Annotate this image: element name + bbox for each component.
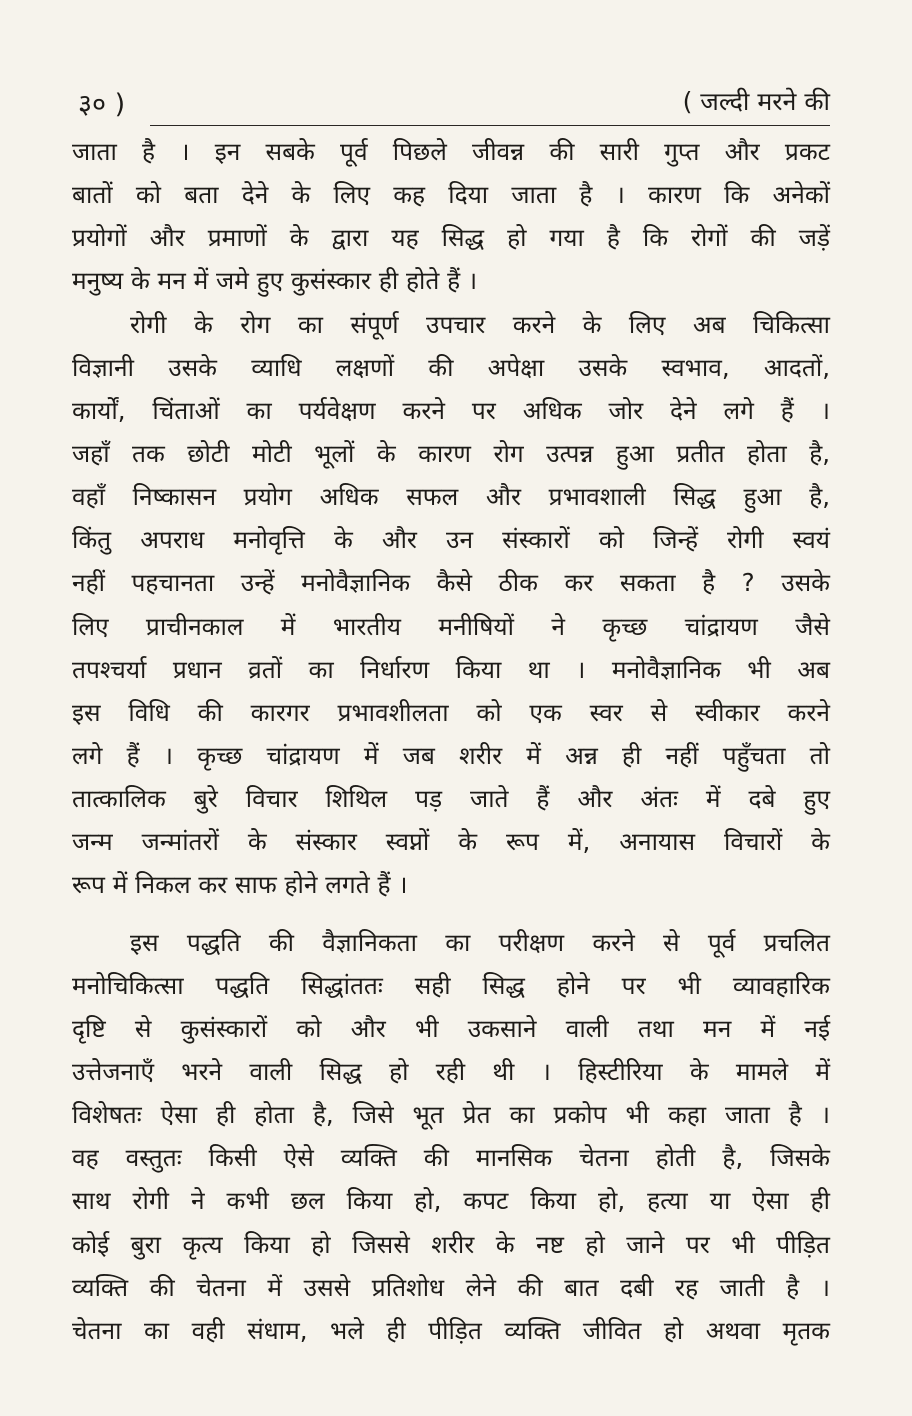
page-header xyxy=(70,78,830,126)
paragraph xyxy=(72,921,830,1352)
text-line: प्रयोगों और प्रमाणों के द्वारा यह सिद्ध हो गया है कि रोगों की जड़ें xyxy=(72,223,830,253)
paragraph xyxy=(72,303,830,907)
running-head: ( जल्दी मरने की xyxy=(682,87,830,116)
text-line: जाता है । इन सबके पूर्व पिछले जीवन्न की सारी गुप्त और प्रकट xyxy=(72,137,830,166)
text-line: व्यक्ति की चेतना में उससे प्रतिशोध लेने की बात दबी रह जाती है । xyxy=(72,1272,830,1302)
text-line: लिए प्राचीनकाल में भारतीय मनीषियों ने कृच्छ चांद्रायण जैसे xyxy=(72,611,830,641)
text-line: लगे हैं । कृच्छ चांद्रायण में जब शरीर में अन्न ही नहीं पहुँचता तो xyxy=(72,740,830,770)
text-line: जहाँ तक छोटी मोटी भूलों के कारण रोग उत्पन्न हुआ प्रतीत होता है, xyxy=(72,438,830,468)
text-line: नहीं पहचानता उन्हें मनोवैज्ञानिक कैसे ठीक कर सकता है ? उसके xyxy=(72,568,830,598)
text-line: मनोचिकित्सा पद्धति सिद्धांततः सही सिद्ध होने पर भी व्यावहारिक xyxy=(72,970,830,1000)
text-line: वहाँ निष्कासन प्रयोग अधिक सफल और प्रभावशाली सिद्ध हुआ है, xyxy=(72,482,830,512)
text-line: इस विधि की कारगर प्रभावशीलता को एक स्वर से स्वीकार करने xyxy=(72,697,830,727)
text-line: तात्कालिक बुरे विचार शिथिल पड़ जाते हैं और अंतः में दबे हुए xyxy=(72,784,830,814)
page-number: ३० ) xyxy=(78,89,126,120)
text-line: किंतु अपराध मनोवृत्ति के और उन संस्कारों को जिन्हें रोगी स्वयं xyxy=(72,525,830,555)
text-line: उत्तेजनाएँ भरने वाली सिद्ध हो रही थी । हिस्टीरिया के मामले में xyxy=(72,1056,830,1086)
paragraph-gap xyxy=(72,907,830,921)
text-line: रोगी के रोग का संपूर्ण उपचार करने के लिए अब चिकित्सा xyxy=(130,309,830,339)
text-line: इस पद्धति की वैज्ञानिकता का परीक्षण करने से पूर्व प्रचलित xyxy=(130,927,830,957)
text-line: वह वस्तुतः किसी ऐसे व्यक्ति की मानसिक चेतना होती है, जिसके xyxy=(72,1143,830,1173)
text-line: रूप में निकल कर साफ होने लगते हैं । xyxy=(72,870,408,900)
text-line: जन्म जन्मांतरों के संस्कार स्वप्नों के रूप में, अनायास विचारों के xyxy=(72,827,830,857)
text-line: बातों को बता देने के लिए कह दिया जाता है । कारण कि अनेकों xyxy=(72,180,830,210)
text-line: कार्यों, चिंताओं का पर्यवेक्षण करने पर अधिक जोर देने लगे हैं । xyxy=(72,395,830,425)
text-line: कोई बुरा कृत्य किया हो जिससे शरीर के नष्ट हो जाने पर भी पीड़ित xyxy=(72,1229,830,1259)
text-line: दृष्टि से कुसंस्कारों को और भी उकसाने वाली तथा मन में नई xyxy=(72,1013,830,1043)
text-line: मनुष्य के मन में जमे हुए कुसंस्कार ही होते हैं । xyxy=(72,266,478,296)
paragraph xyxy=(72,130,830,303)
text-line: विशेषतः ऐसा ही होता है, जिसे भूत प्रेत का प्रकोप भी कहा जाता है । xyxy=(72,1100,830,1130)
text-line: चेतना का वही संधाम, भले ही पीड़ित व्यक्ति जीवित हो अथवा मृतक xyxy=(72,1315,830,1345)
body-text xyxy=(72,130,830,1352)
header-rule xyxy=(150,125,830,126)
text-line: साथ रोगी ने कभी छल किया हो, कपट किया हो, हत्या या ऐसा ही xyxy=(72,1186,830,1216)
text-line: विज्ञानी उसके व्याधि लक्षणों की अपेक्षा उसके स्वभाव, आदतों, xyxy=(72,352,830,382)
text-line: तपश्चर्या प्रधान व्रतों का निर्धारण किया था । मनोवैज्ञानिक भी अब xyxy=(72,654,830,684)
